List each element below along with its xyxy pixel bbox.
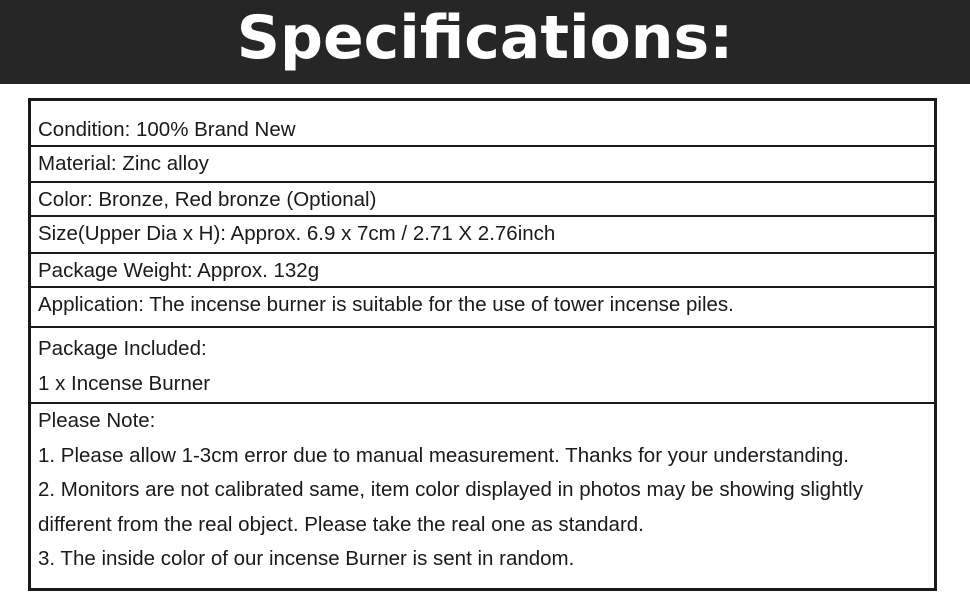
- page-title: Specifications:: [236, 3, 734, 73]
- spec-row-application: [31, 286, 934, 326]
- note-line-3: 3. The inside color of our incense Burner is sent in random.: [38, 547, 575, 570]
- spec-row-material: [31, 145, 934, 181]
- spec-row-condition: [31, 113, 934, 145]
- spec-row-please-note: [31, 402, 934, 588]
- weight-text: Package Weight: Approx. 132g: [38, 259, 320, 282]
- package-included-heading: Package Included:: [38, 337, 207, 360]
- spec-row-package-included: [31, 326, 934, 402]
- note-line-1: 1. Please allow 1-3cm error due to manual measurement. Thanks for your understanding.: [38, 443, 849, 467]
- material-text: Material: Zinc alloy: [38, 152, 209, 175]
- application-text: Application: The incense burner is suitable for the use of tower incense piles.: [38, 293, 734, 316]
- spec-row-weight: [31, 252, 934, 286]
- size-text: Size(Upper Dia x H): Approx. 6.9 x 7cm / 2.71 X 2.76inch: [38, 222, 556, 245]
- spec-row-size: [31, 215, 934, 252]
- package-included-item: 1 x Incense Burner: [38, 371, 211, 395]
- color-text: Color: Bronze, Red bronze (Optional): [38, 188, 377, 211]
- spec-row-color: [31, 181, 934, 215]
- note-line-2a: 2. Monitors are not calibrated same, item color displayed in photos may be showing slightly: [38, 478, 863, 501]
- note-heading: Please Note:: [38, 409, 156, 432]
- note-line-2b: different from the real object. Please take the real one as standard.: [38, 512, 644, 536]
- specifications-table: [28, 98, 937, 591]
- condition-text: Condition: 100% Brand New: [38, 118, 296, 141]
- header-banner: [0, 0, 970, 84]
